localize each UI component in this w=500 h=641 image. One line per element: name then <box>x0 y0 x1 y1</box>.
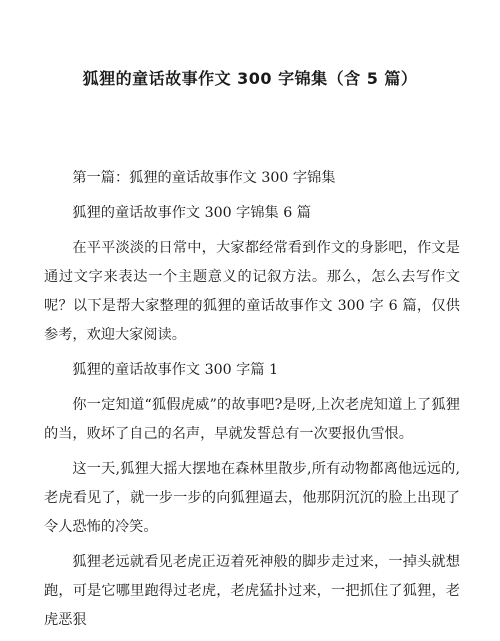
paragraph-story-3: 狐狸老远就看见老虎正迈着死神般的脚步走过来，一掉头就想跑，可是它哪里跑得过老虎，老虎猛扑过来，一把抓住了狐狸，老虎恶狠 <box>44 554 460 628</box>
paragraph-section-heading: 第一篇：狐狸的童话故事作文 300 字锦集 <box>72 170 336 186</box>
paragraph-article-heading: 狐狸的童话故事作文 300 字篇 1 <box>72 362 279 378</box>
paragraph-story-2: 这一天,狐狸大摇大摆地在森林里散步,所有动物都离他远远的,老虎看见了，就一步一步的向狐狸逼去，他那阴沉沉的脸上出现了令人恐怖的冷笑。 <box>44 461 460 535</box>
paragraph-intro: 在平平淡淡的日常中，大家都经常看到作文的身影吧，作文是通过文字来表达一个主题意义的记叙方法。那么，怎么去写作文呢？以下是帮大家整理的狐狸的童话故事作文 300 字 6 篇，仅供参考，欢迎大家阅读。 <box>44 240 460 343</box>
paragraph-subtitle: 狐狸的童话故事作文 300 字锦集 6 篇 <box>72 205 311 221</box>
paragraph-story-1: 你一定知道“狐假虎威”的故事吧?是呀,上次老虎知道上了狐狸的当，败坏了自己的名声，早就发誓总有一次要报仇雪恨。 <box>44 397 460 442</box>
document-body <box>44 164 460 641</box>
document-title: 狐狸的童话故事作文 300 字锦集（含 5 篇） <box>82 69 418 88</box>
